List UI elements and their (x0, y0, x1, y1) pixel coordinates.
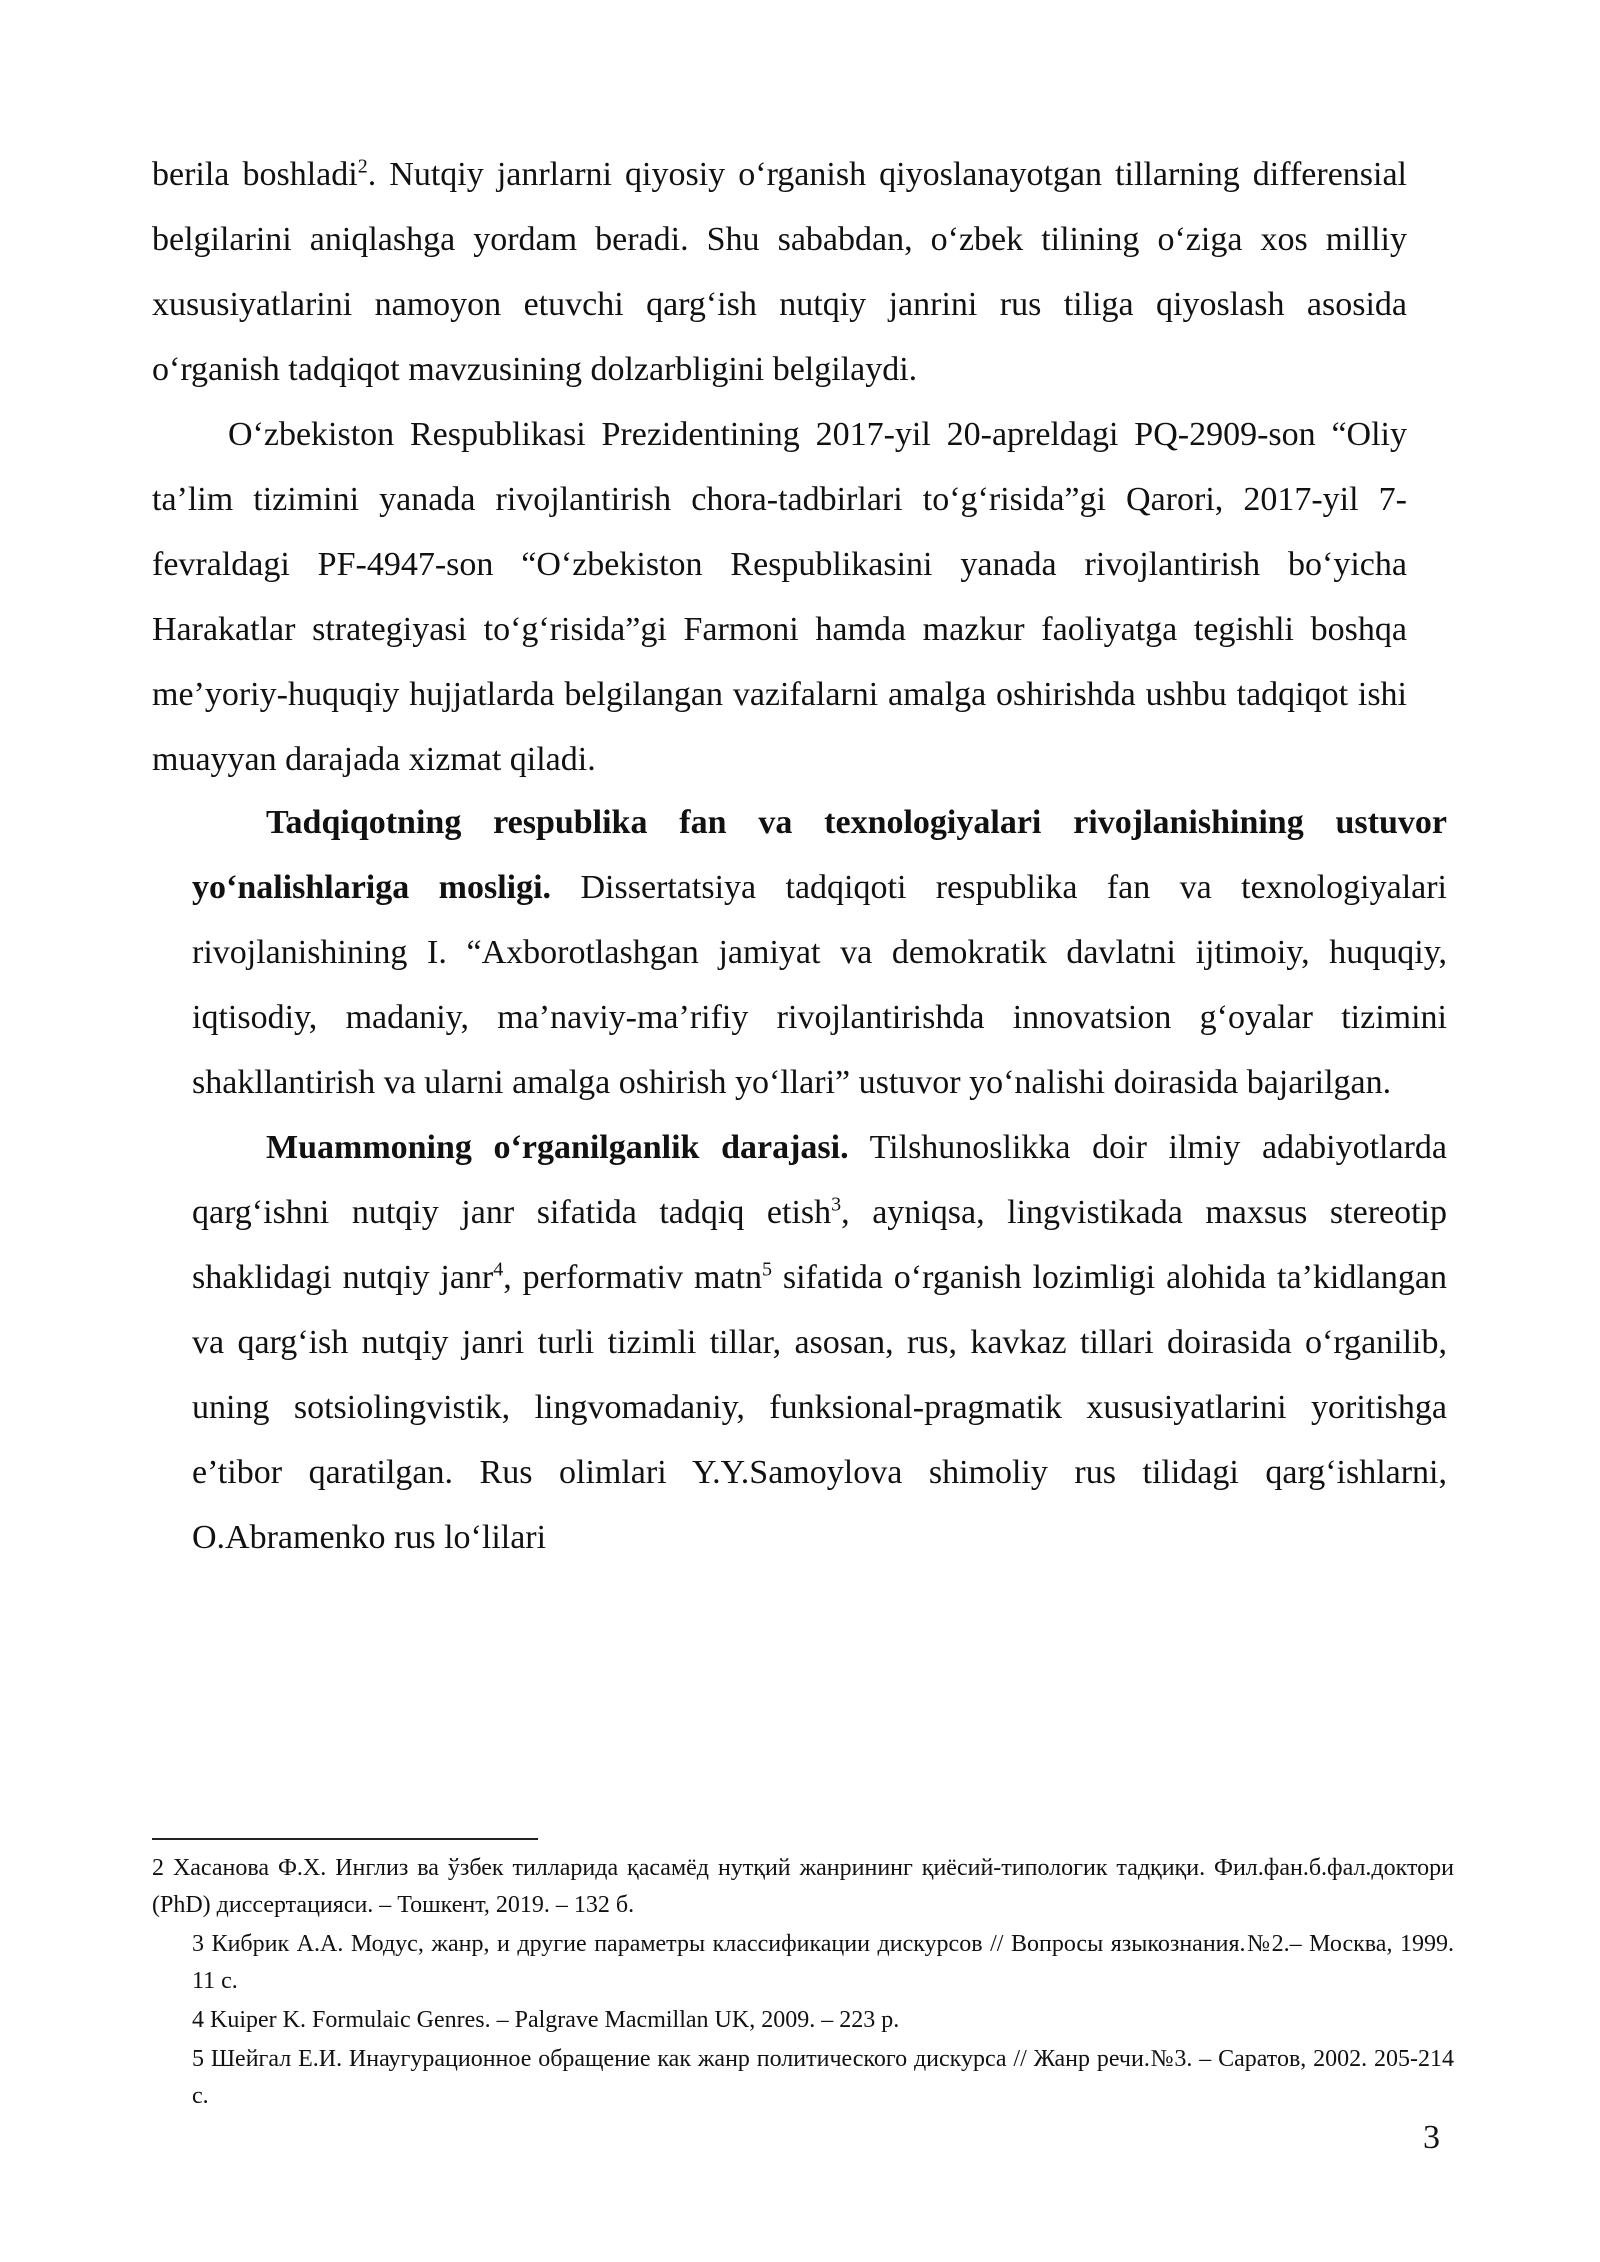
body-block-bottom (192, 790, 1447, 1570)
page-number: 3 (1423, 2119, 1440, 2156)
paragraph-legal-basis: O‘zbekiston Respublikasi Prezidentining 2017-yil 20-apreldagi PQ-2909-son “Oliy ta’lim tizimini yanada rivojlantirish chora-tadbirlari to‘g‘risida”gi Qarori, 2017-yil 7-fevraldagi PF-4947-son “O‘zbekiston Respublikasini yanada rivojlantirish bo‘yicha Harakatlar strategiyasi to‘g‘risida”gi Farmoni hamda mazkur faoliyatga tegishli boshqa me’yoriy-huquqiy hujjatlarda belgilangan vazifalarni amalga oshirishda ushbu tadqiqot ishi muayyan darajada xizmat qiladi. (152, 416, 1407, 778)
footnote-ref-5[interactable]: 5 (761, 1258, 772, 1281)
paragraph-priority-areas (192, 790, 1447, 1115)
section-heading-research-degree: Muammoning o‘rganilganlik darajasi. (266, 1129, 849, 1166)
footnote-ref-2[interactable]: 2 (357, 155, 368, 178)
paragraph-text: . Nutqiy janrlarni qiyosiy o‘rganish qiyoslanayotgan tillarning differensial belgilarini aniqlashga yordam beradi. Shu sababdan, o‘zbek tilining o‘ziga xos milliy xususiyatlarini namoyon etuvchi qarg‘ish nutqiy janrini rus tiliga qiyoslash asosida o‘rganish tadqiqot mavzusining dolzarbligini belgilaydi. (152, 156, 1407, 388)
paragraph-text: sifatida o‘rganish lozimligi alohida ta’kidlangan va qarg‘ish nutqiy janri turli tizimli tillar, asosan, rus, kavkaz tillari doirasida o‘rganilib, uning sotsiolingvistik, lingvomadaniy, funksional-pragmatik xususiyatlarini yoritishga e’tibor qaratilgan. Rus olimlari Y.Y.Samoylova shimoliy rus tilidagi qarg‘ishlarni, O.Abramenko rus lo‘lilari (192, 1259, 1447, 1556)
paragraph-research-degree (192, 1115, 1447, 1570)
footnote-4: 4 Kuiper K. Formulaic Genres. – Palgrave Macmillan UK, 2009. – 223 p. (192, 2007, 900, 2033)
footnote-separator (152, 1838, 538, 1840)
footnote-ref-4[interactable]: 4 (493, 1258, 504, 1281)
body-block-top (152, 142, 1407, 792)
footnote-5: 5 Шейгал Е.И. Инаугурационное обращение как жанр политического дискурса // Жанр речи.№3. – Саратов, 2002. 205-214 с. (192, 2046, 1454, 2109)
paragraph-relevance (152, 142, 1407, 402)
footnotes (152, 1850, 1454, 2117)
footnote-ref-3[interactable]: 3 (831, 1193, 842, 1216)
paragraph-text: , performativ matn (503, 1259, 762, 1296)
paragraph-text: berila boshladi (152, 156, 358, 193)
section-heading-priority: Tadqiqotning respublika fan va texnologiyalari rivojlanishining ustuvor yo‘nalishlariga mosligi. (192, 804, 1447, 906)
paragraph-text: Dissertatsiya tadqiqoti respublika fan va texnologiyalari rivojlanishining I. “Axborotlashgan jamiyat va demokratik davlatni ijtimoiy, huquqiy, iqtisodiy, madaniy, ma’naviy-ma’rifiy rivojlantirishda innovatsion g‘oyalar tizimini shakllantirish va ularni amalga oshirish yo‘llari” ustuvor yo‘nalishi doirasida bajarilgan. (192, 869, 1448, 1101)
footnote-3: 3 Кибрик А.А. Модус, жанр, и другие параметры классификации дискурсов // Вопросы языкознания.№2.– Москва, 1999. 11 с. (192, 1931, 1454, 1994)
paragraph-text: , ayniqsa, lingvistikada maxsus stereotip shaklidagi nutqiy janr (192, 1194, 1448, 1296)
paragraph-text: Tilshunoslikka doir ilmiy adabiyotlarda qarg‘ishni nutqiy janr sifatida tadqiq etish (192, 1129, 1447, 1231)
footnote-2: 2 Хасанова Ф.Х. Инглиз ва ўзбек тилларида қасамёд нутқий жанрининг қиёсий-типологик тадқиқи. Фил.фан.б.фал.доктори (PhD) диссертацияси. – Тошкент, 2019. – 132 б. (152, 1855, 1454, 1918)
